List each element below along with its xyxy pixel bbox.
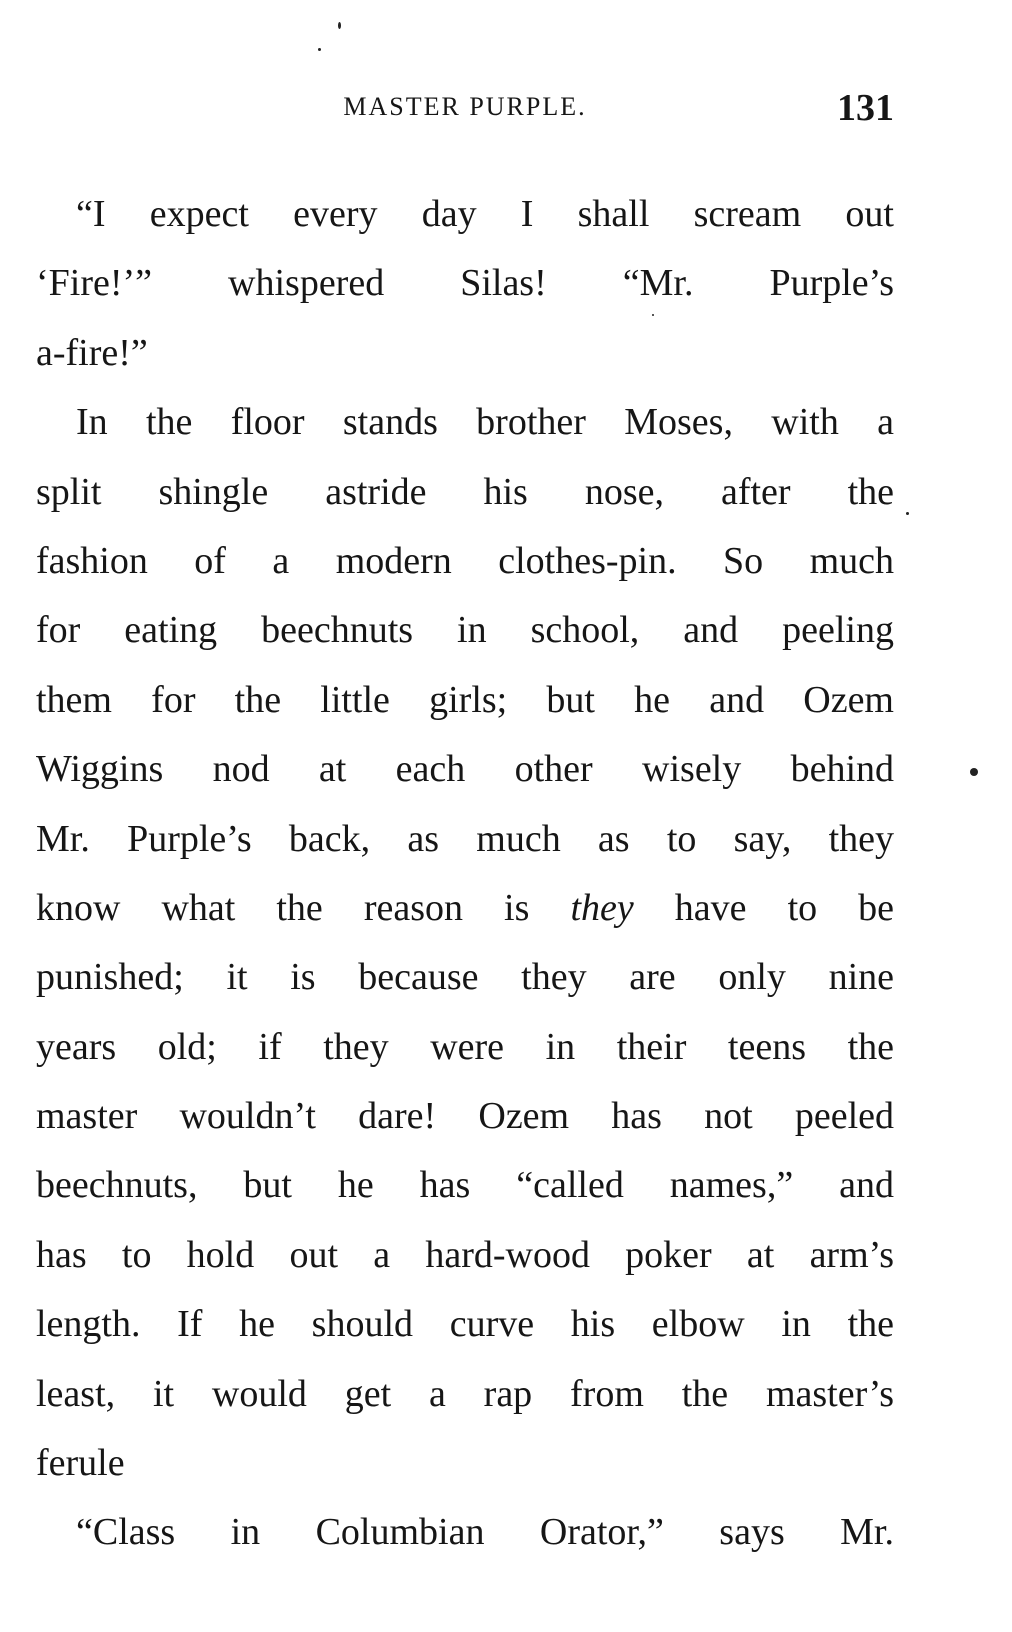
text-line: beechnuts, but he has “called names,” and (36, 1164, 894, 1207)
text-line: “Class in Columbian Orator,” says Mr. (76, 1511, 894, 1554)
text-line: has to hold out a hard-wood poker at arm’s (36, 1233, 894, 1276)
ink-speck (318, 48, 321, 51)
text-segment: have to be (674, 886, 895, 929)
text-line: “I expect every day I shall scream out (76, 193, 894, 235)
text-line: punished; it is because they are only nine (36, 956, 894, 999)
page-number: 131 (837, 87, 894, 129)
body-text (36, 180, 894, 1568)
ink-speck (906, 512, 909, 515)
text-line: ‘Fire!’” whispered Silas! “Mr. Purple’s (36, 262, 894, 305)
text-line: fashion of a modern clothes-pin. So much (36, 539, 894, 582)
text-line: split shingle astride his nose, after the (36, 470, 894, 513)
ink-speck (338, 22, 341, 29)
page-header (36, 86, 894, 136)
text-line: length. If he should curve his elbow in the (36, 1303, 894, 1346)
text-line (36, 874, 894, 943)
text-line: a-fire!” (36, 331, 148, 374)
text-line: Mr. Purple’s back, as much as to say, they (36, 817, 894, 860)
running-title: MASTER PURPLE. (343, 92, 587, 121)
text-line: In the floor stands brother Moses, with a (76, 401, 894, 444)
italic-word: they (570, 886, 634, 929)
ink-speck (970, 768, 978, 776)
text-line: years old; if they were in their teens the (36, 1025, 894, 1068)
text-line: Wiggins nod at each other wisely behind (36, 748, 894, 791)
text-line: ferule (36, 1442, 125, 1485)
text-line: them for the little girls; but he and Ozem (36, 678, 894, 721)
ink-speck (652, 314, 654, 316)
text-line: least, it would get a rap from the master’s (36, 1372, 894, 1415)
text-line: for eating beechnuts in school, and peeling (36, 609, 894, 652)
text-segment: know what the reason is (36, 886, 530, 929)
text-line: master wouldn’t dare! Ozem has not peeled (36, 1095, 894, 1138)
